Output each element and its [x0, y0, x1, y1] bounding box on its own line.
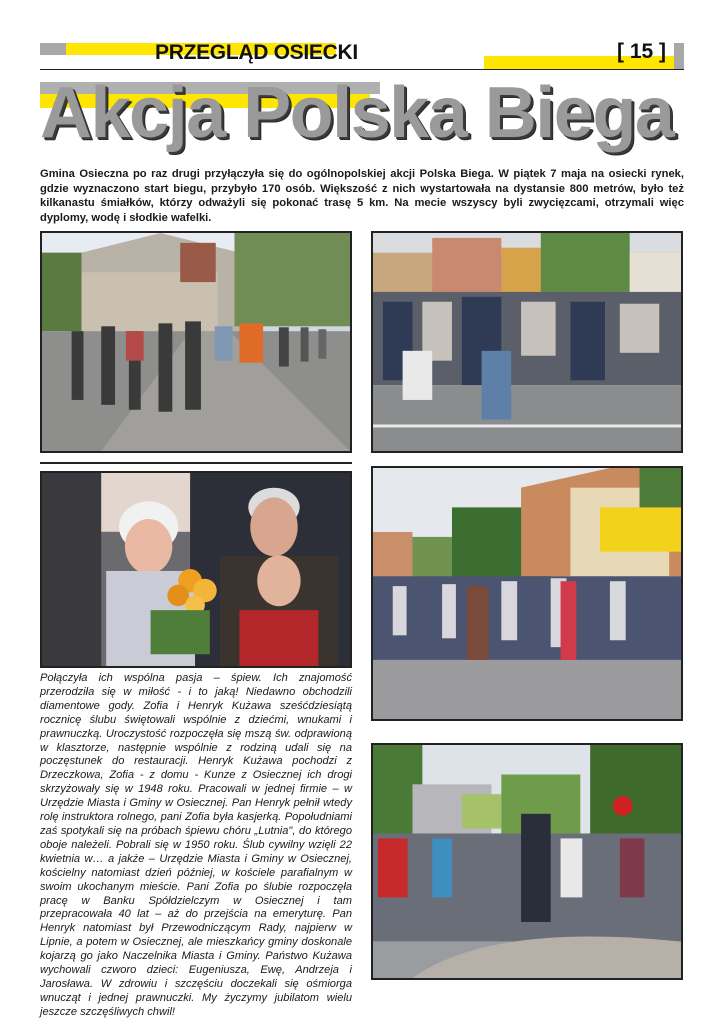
article-lead: Gmina Osieczna po raz drugi przyłączyła się do ogólnopolskiej akcji Polska Biega. W piątek 7 maja na osiecki rynek, gdzie wyznaczono start biegu, przybyło 170 osób. Większość z nich wystartowała na dystansie 800 metrów, było też kilkanastu śmiałków, którzy odważyli się pokonać trasę 5 km. Na mecie wszyscy byli zwycięzcami, otrzymali więc dyplomy, wodę i słodkie wafelki.: [40, 168, 684, 224]
photo-runners-street: [40, 231, 352, 453]
header-rule: [40, 69, 684, 70]
header-gray-block-right: [674, 43, 684, 69]
photo-caption: [40, 672, 352, 1020]
photo-market-square: [371, 466, 683, 721]
photo-crowd-start: [371, 231, 683, 453]
page-number: [ 15 ]: [617, 40, 667, 63]
caption-text: Połączyła ich wspólna pasja – śpiew. Ich znajomość przerodziła się w miłość - i to jaką! Niedawno obchodzili diamentowe gody. Zofia i Henryk Kużawa sześćdziesiątą rocznicę ślubu świętowali wspólnie z dziećmi, wnukami i prawnuczką. Uroczystość rozpoczęła się mszą św. odprawioną w klasztorze, następnie wspólnie z rodziną udali się na poczęstunek do restauracji. Henryk Kużawa pochodzi z Drzeczkowa, Zofia - z domu - Kunze z Osiecznej ich drogi skrzyżowały się w 1948 roku. Pracowali w jednej firmie – w Urzędzie Miasta i Gminy w Osiecznej. Pan Henryk pełnił wtedy rolę instruktora rolnego, pani Zofia była kasjerką. Popołudniami zaś spotykali się na próbach śpiewu chóru „Lutnia", do którego oboje należeli. Pobrali się w 1950 roku. Ślub cywilny wzięli 22 kwietnia w… a jakże – Urzędzie Miasta i Gminy w Osiecznej, kościelny natomiast dzień później, w kościele parafialnym w swoim ukochanym mieście. Pani Zofia po ślubie rozpoczęła pracę w Banku Spółdzielczym w Osiecznej i tam przepracowała 40 lat – aż do przejścia na emeryturę. Pan Henryk natomiast był Przewodniczącym Rady, najpierw w Lipnie, a potem w Osiecznej, ale mieszkańcy gminy doskonale kojarzą go jako Naczelnika Miasta i Gminy. Państwo Kużawa wychowali czworo dzieci: Eugeniusza, Ewę, Andrzeja i Jarosława. W zdrowiu i szczęściu doczekali się ośmiorga wnucząt i jednej prawnuczki. My życzymy jubilatom wielu jeszcze szczęśliwych chwil!: [40, 672, 352, 1018]
article-title: Akcja Polska Biega: [40, 73, 674, 153]
photo-jubilee-couple: [40, 471, 352, 668]
section-title: PRZEGLĄD OSIECKI: [155, 41, 358, 64]
photo-runners-corner: [371, 743, 683, 980]
photo-divider: [40, 462, 352, 464]
header-gray-block: [40, 43, 66, 55]
